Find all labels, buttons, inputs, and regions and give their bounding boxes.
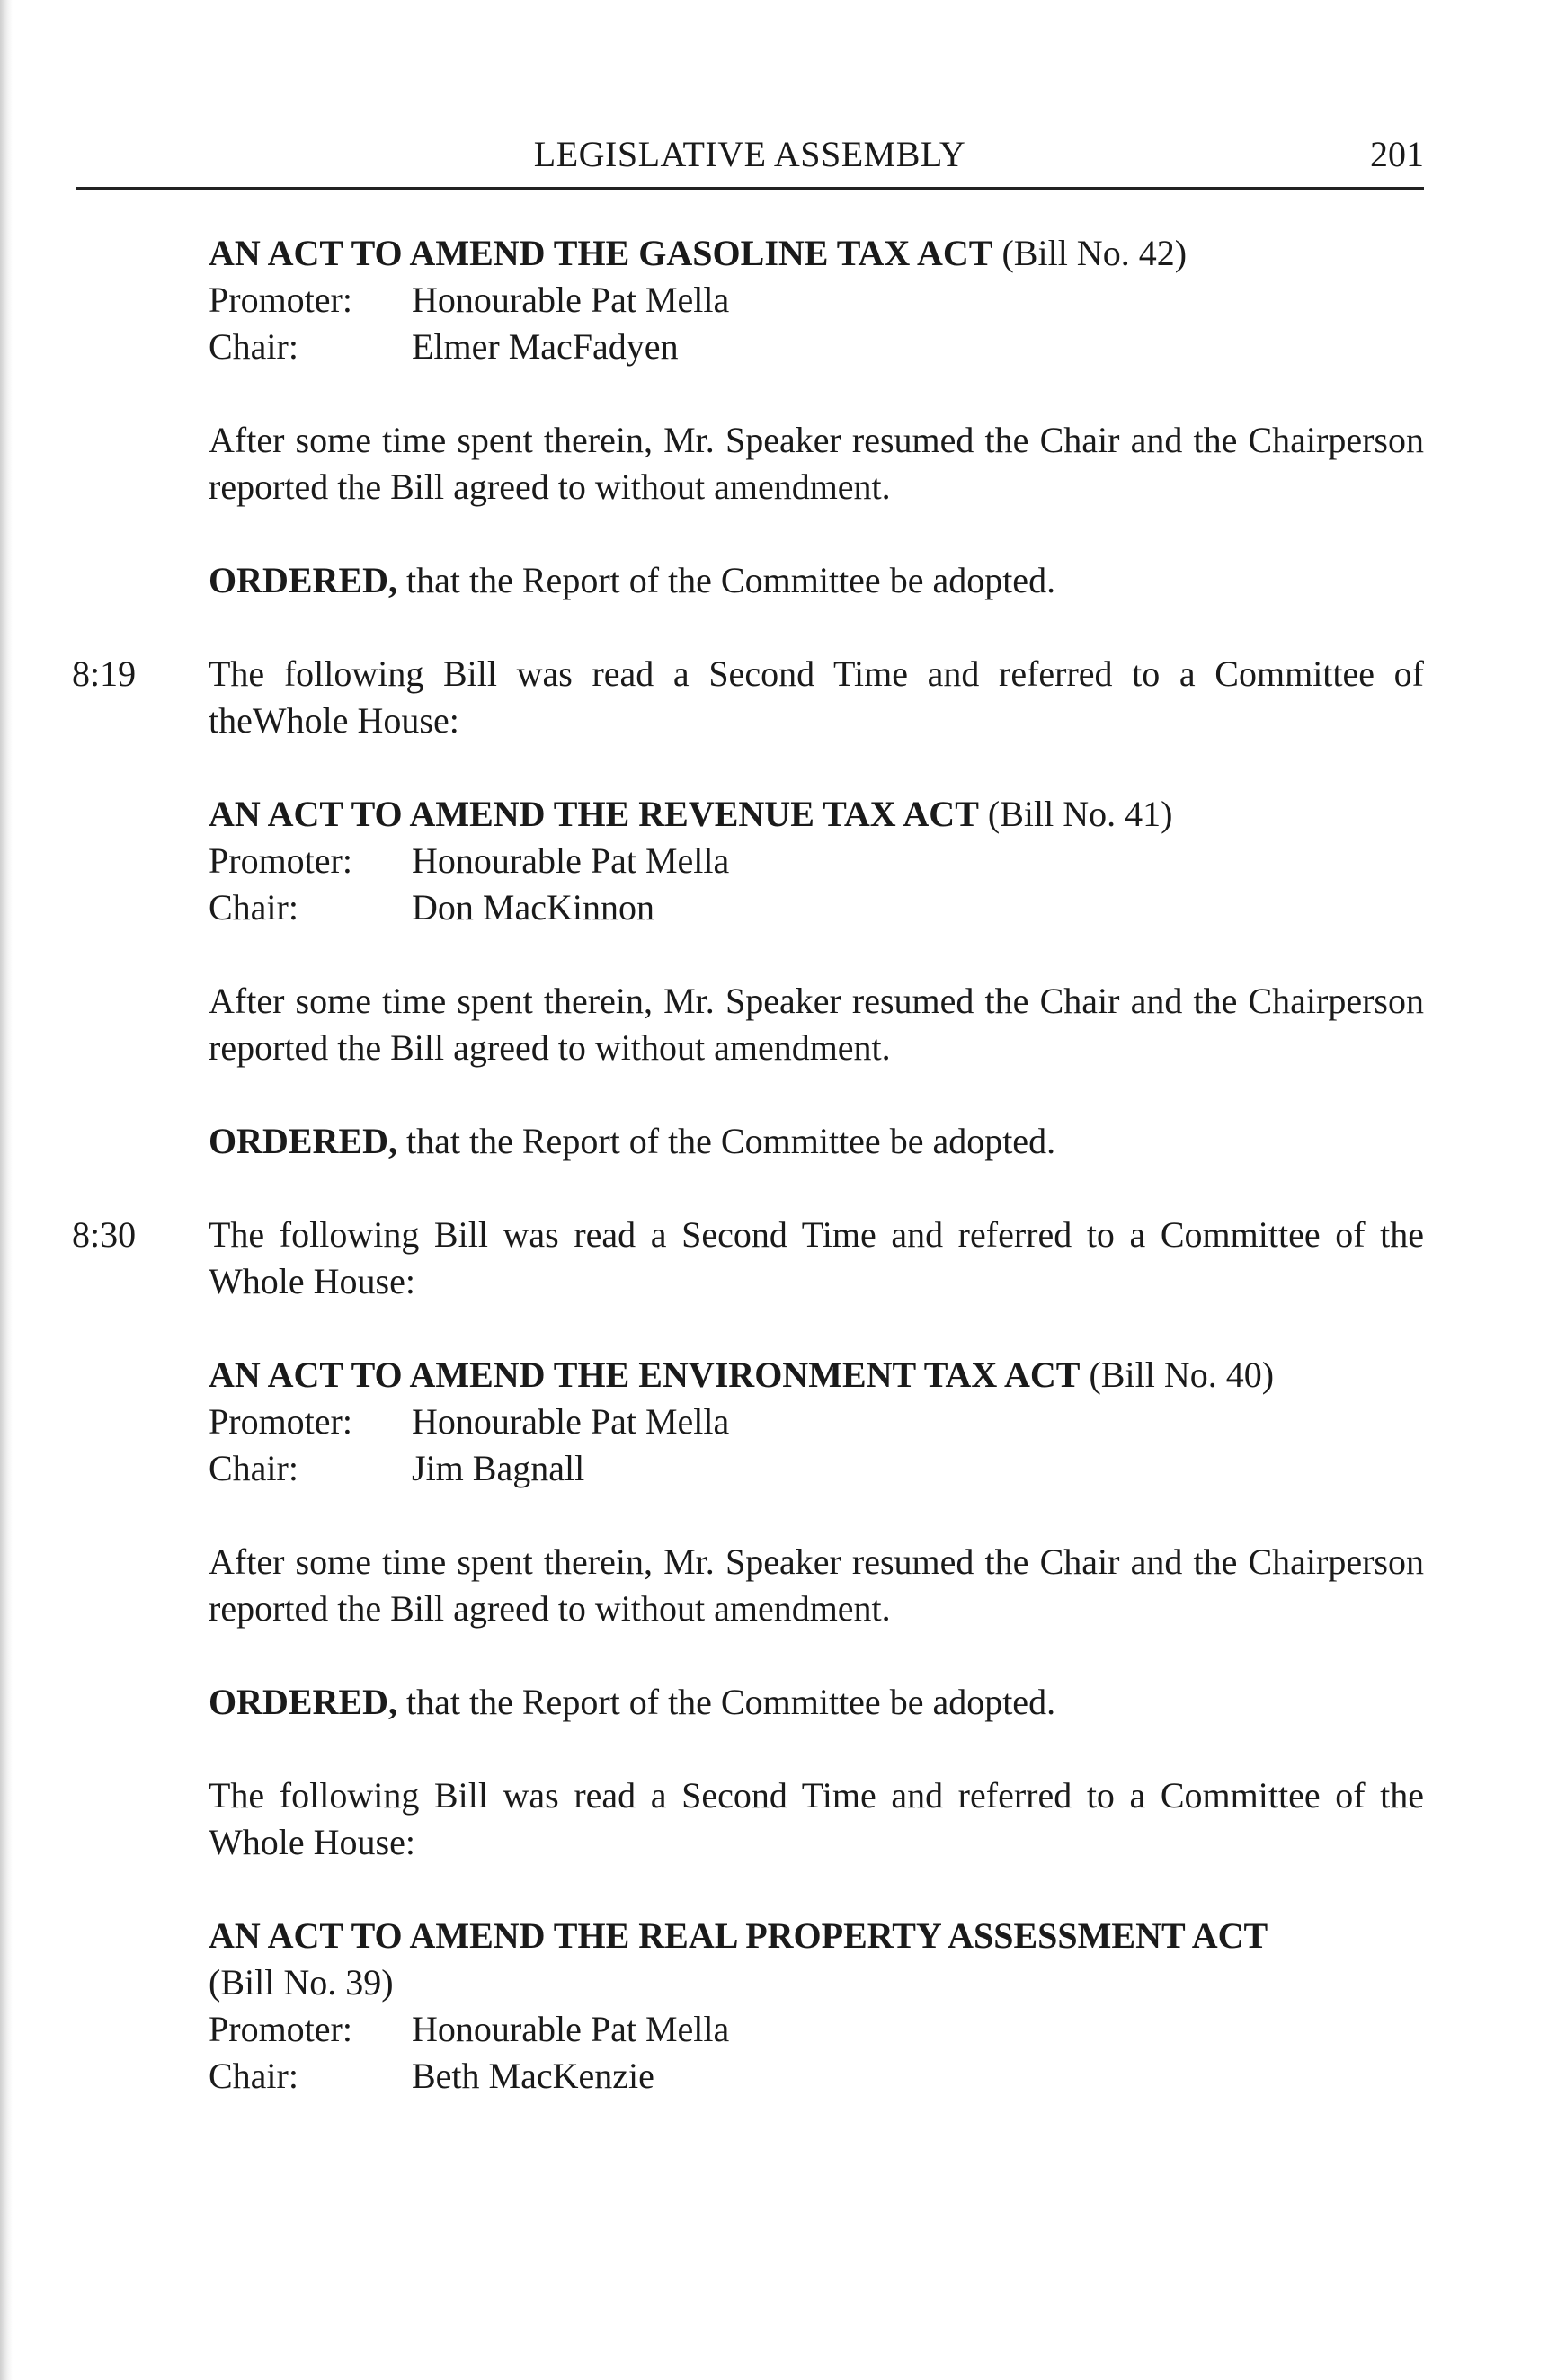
chair-label: Chair: [209, 2056, 298, 2096]
second-reading-intro: The following Bill was read a Second Time and referred to a Committee of theWhole House: [209, 653, 1424, 741]
chair-row [209, 324, 1424, 370]
committee-report: After some time spent therein, Mr. Speaker resumed the Chair and the Chairperson reported the Bill agreed to without amendment. [209, 420, 1424, 507]
chair-label: Chair: [209, 887, 298, 928]
header-rule [76, 187, 1424, 190]
committee-report: After some time spent therein, Mr. Speaker resumed the Chair and the Chairperson reported the Bill agreed to without amendment. [209, 1541, 1424, 1629]
bill-number: (Bill No. 41) [987, 794, 1173, 834]
chair-label: Chair: [209, 1448, 298, 1488]
ordered-text: that the Report of the Committee be adopted. [406, 1682, 1056, 1722]
promoter-row [209, 277, 1424, 324]
page-edge-shadow [0, 0, 13, 2380]
committee-report: After some time spent therein, Mr. Speaker resumed the Chair and the Chairperson reported the Bill agreed to without amendment. [209, 981, 1424, 1068]
bill-title [209, 1352, 1424, 1399]
promoter-label: Promoter: [209, 1401, 352, 1442]
bill-entry-41 [72, 651, 1424, 1165]
promoter-label: Promoter: [209, 2009, 352, 2049]
promoter-name: Honourable Pat Mella [412, 280, 730, 320]
bill-entry-39 [209, 1772, 1424, 2100]
chair-name: Don MacKinnon [412, 887, 654, 928]
promoter-row [209, 1399, 1424, 1445]
promoter-name: Honourable Pat Mella [412, 2009, 730, 2049]
page-header [76, 133, 1424, 189]
ordered-label: ORDERED, [209, 1121, 398, 1161]
promoter-row [209, 2006, 1424, 2053]
chair-name: Elmer MacFadyen [412, 326, 679, 367]
bill-number: (Bill No. 40) [1089, 1354, 1275, 1395]
chair-label: Chair: [209, 326, 298, 367]
time-stamp: 8:19 [72, 653, 137, 694]
promoter-name: Honourable Pat Mella [412, 840, 730, 881]
ordered-label: ORDERED, [209, 560, 398, 600]
header-title: LEGISLATIVE ASSEMBLY [533, 134, 966, 174]
bill-title [209, 1913, 1424, 2006]
bill-title-text: AN ACT TO AMEND THE GASOLINE TAX ACT [209, 233, 993, 273]
bill-entry-42 [209, 230, 1424, 604]
bill-entry-40 [72, 1212, 1424, 1726]
bill-number: (Bill No. 39) [209, 1962, 394, 2003]
second-reading-intro: The following Bill was read a Second Time and referred to a Committee of the Whole House: [209, 1775, 1424, 1862]
promoter-row [209, 838, 1424, 884]
ordered-label: ORDERED, [209, 1682, 398, 1722]
page-number: 201 [1370, 134, 1424, 174]
journal-content [72, 230, 1424, 2100]
ordered-statement [209, 1118, 1424, 1165]
chair-name: Beth MacKenzie [412, 2056, 654, 2096]
ordered-statement [209, 557, 1424, 604]
promoter-label: Promoter: [209, 840, 352, 881]
bill-number: (Bill No. 42) [1001, 233, 1188, 273]
second-reading-intro: The following Bill was read a Second Time and referred to a Committee of the Whole House: [209, 1214, 1424, 1301]
bill-title-text: AN ACT TO AMEND THE REVENUE TAX ACT [209, 794, 979, 834]
promoter-label: Promoter: [209, 280, 352, 320]
chair-name: Jim Bagnall [412, 1448, 585, 1488]
chair-row [209, 2053, 1424, 2100]
ordered-text: that the Report of the Committee be adopted. [406, 560, 1056, 600]
chair-row [209, 884, 1424, 931]
ordered-statement [209, 1679, 1424, 1726]
ordered-text: that the Report of the Committee be adopted. [406, 1121, 1056, 1161]
bill-title [209, 230, 1424, 277]
bill-title-text: AN ACT TO AMEND THE ENVIRONMENT TAX ACT [209, 1354, 1081, 1395]
promoter-name: Honourable Pat Mella [412, 1401, 730, 1442]
chair-row [209, 1445, 1424, 1492]
time-stamp: 8:30 [72, 1214, 137, 1255]
bill-title-text: AN ACT TO AMEND THE REAL PROPERTY ASSESSMENT ACT [209, 1915, 1268, 1956]
bill-title [209, 791, 1424, 838]
